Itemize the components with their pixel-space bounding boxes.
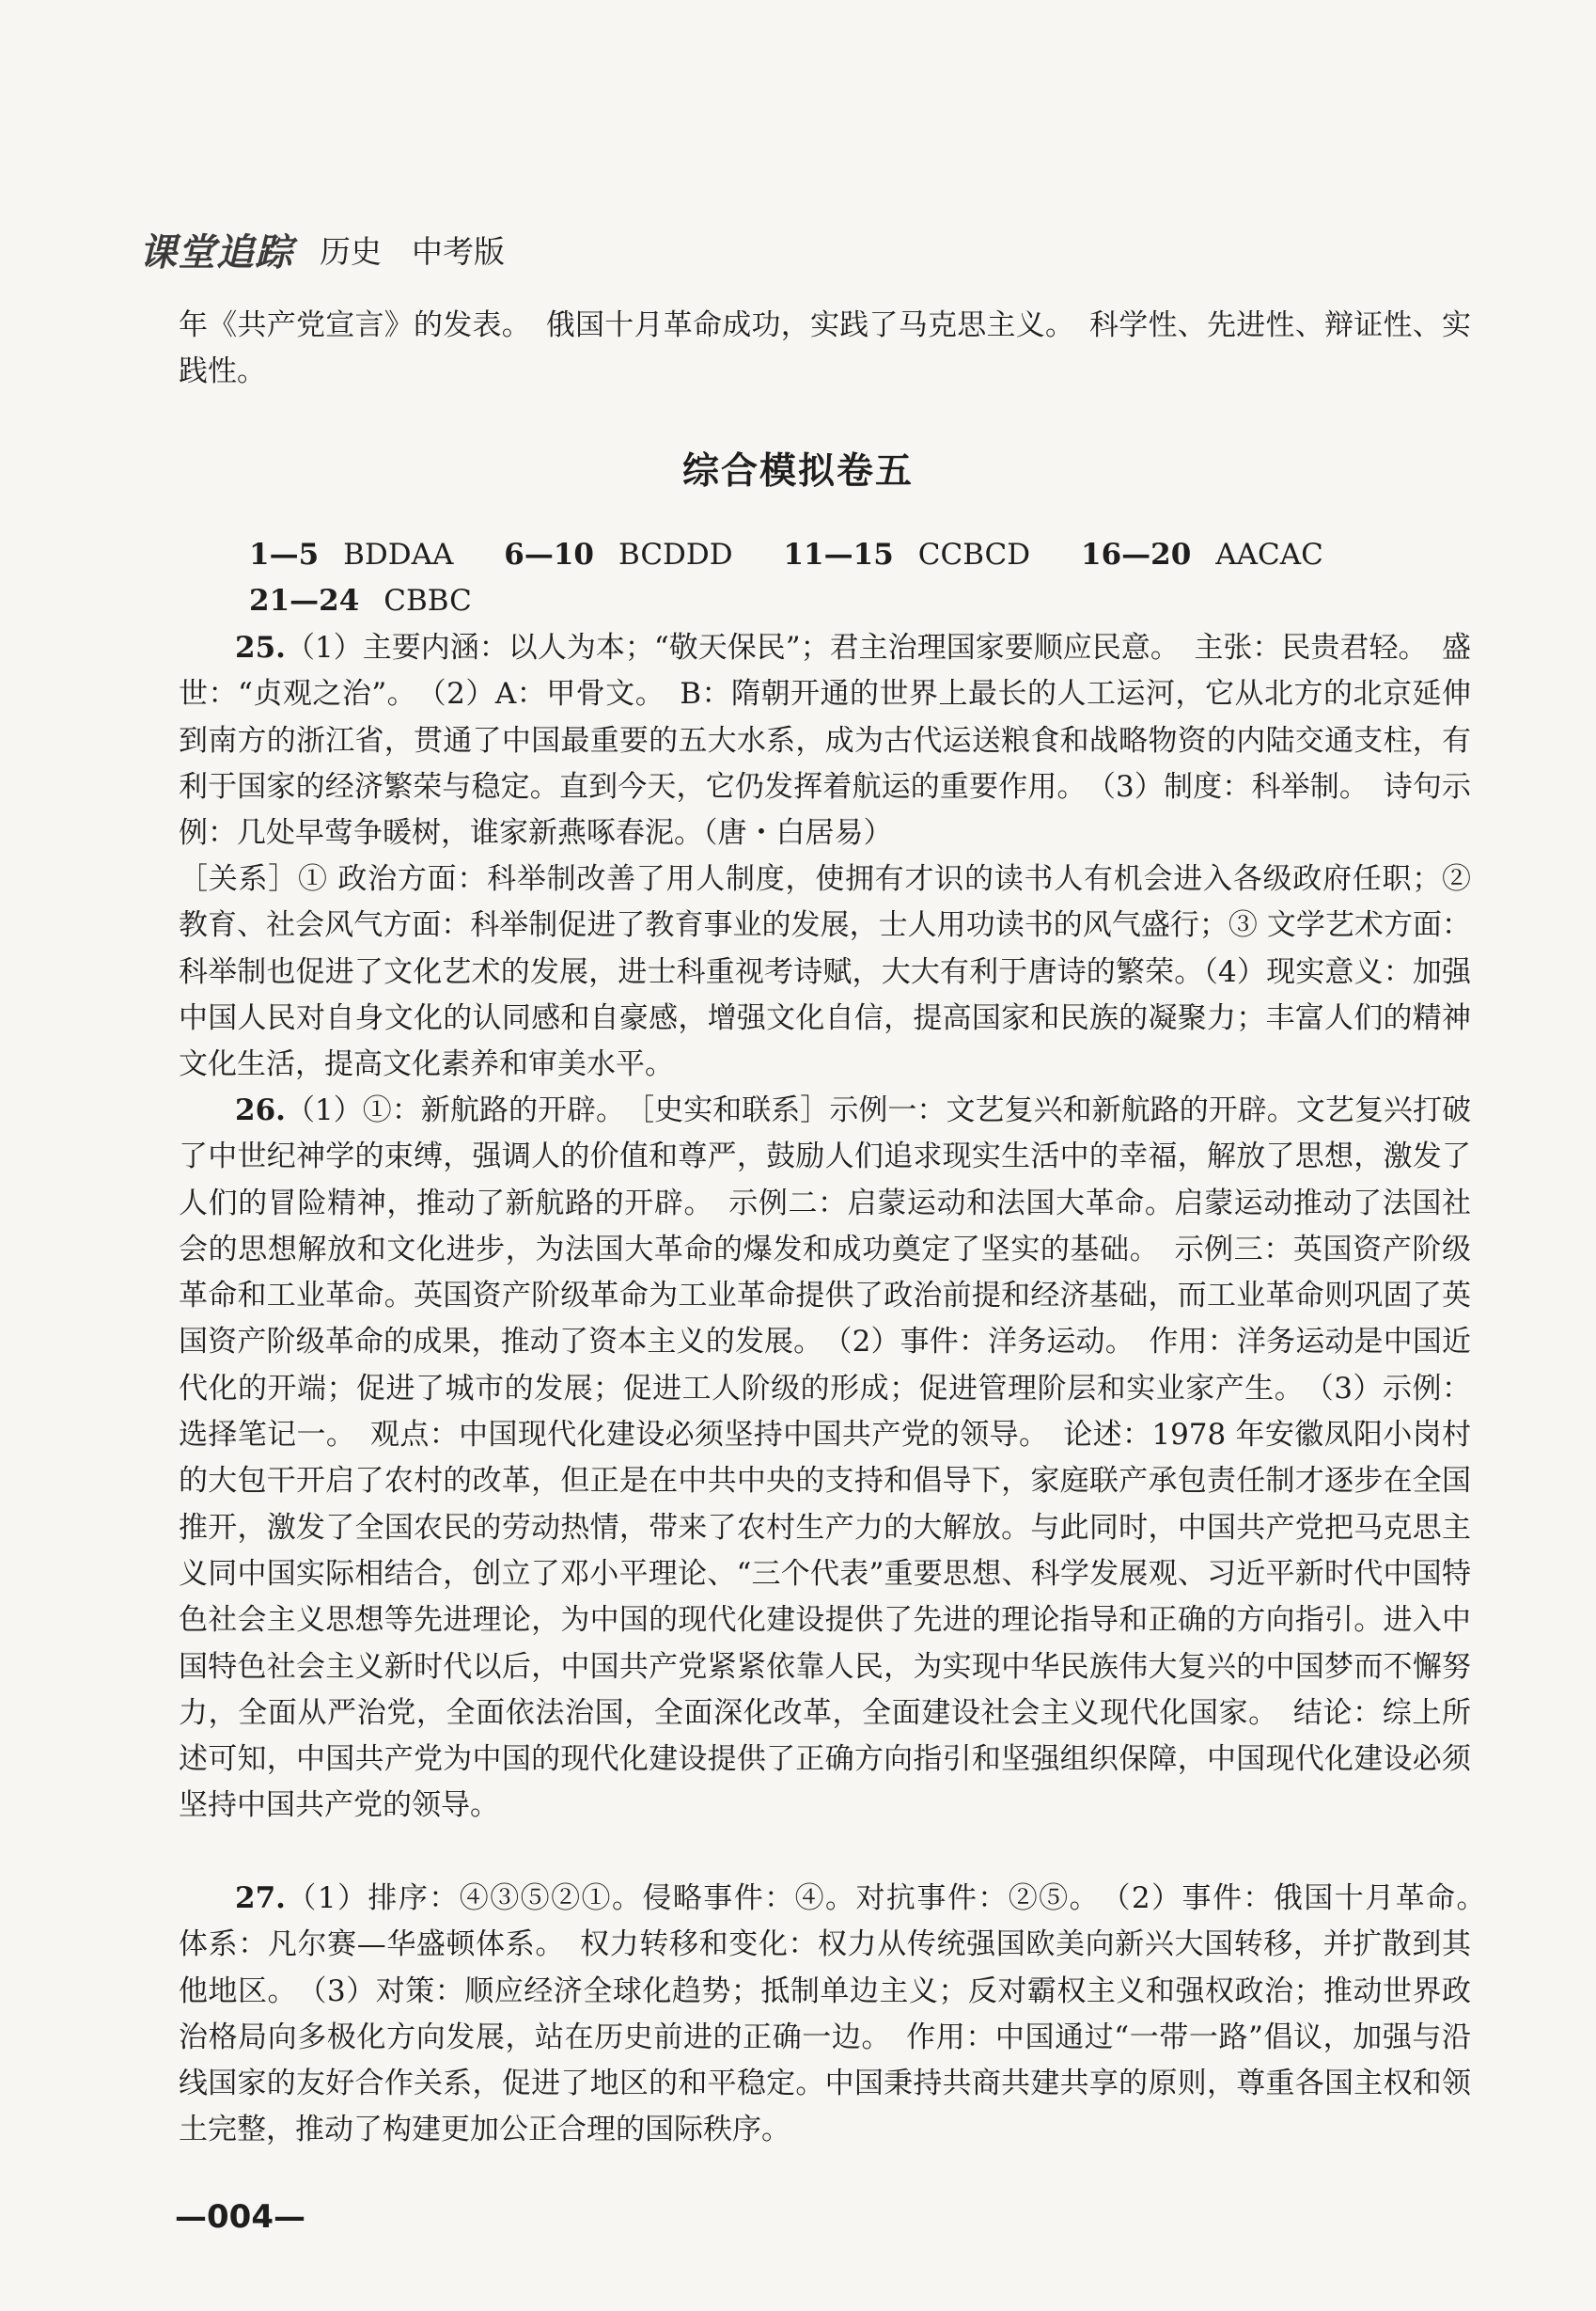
answer-letters: CBBC: [383, 584, 472, 618]
answer-letters: CCBCD: [917, 538, 1031, 572]
answer-range: 16—20: [1081, 538, 1192, 572]
section-title: 综合模拟卷五: [681, 450, 914, 493]
question-25: [179, 625, 1471, 857]
answer-letters: BDDAA: [343, 538, 454, 572]
question-25-continued: [179, 857, 1471, 1088]
question-number: 27.: [235, 1881, 286, 1915]
question-26: [179, 1088, 1471, 1830]
edition-label: 中考版: [412, 232, 505, 270]
answer-range: 21—24: [249, 584, 360, 618]
answer-range: 1—5: [249, 538, 320, 572]
page-number: —004—: [175, 2198, 305, 2236]
answer-key: [249, 532, 1323, 624]
subject-label: 历史: [320, 232, 382, 270]
question-27: [179, 1876, 1500, 2154]
book-logo: 课堂追踪: [139, 230, 293, 275]
question-number: 25.: [235, 631, 286, 665]
question-answer-text: ［关系］① 政治方面：科举制改善了用人制度，使拥有才识的读书人有机会进入各级政府任职；② 教育、社会风气方面：科举制促进了教育事业的发展，士人用功读书的风气盛行；③ 文学艺术方面：科举制也促进了文化艺术的发展，进士科重视考诗赋，大大有利于唐诗的繁荣。（4）现实意义：加强中国人民对自身文化的认同感和自豪感，增强文化自信，提高国家和民族的凝聚力；丰富人们的精神文化生活，提高文化素养和审美水平。: [179, 862, 1471, 1082]
page-header: [139, 226, 505, 273]
continuation-text: 年《共产党宣言》的发表。 俄国十月革命成功，实践了马克思主义。 科学性、先进性、辩证性、实践性。: [179, 308, 1471, 389]
answer-range: 11—15: [783, 538, 894, 572]
question-answer-text: （1）①：新航路的开辟。 ［史实和联系］示例一：文艺复兴和新航路的开辟。文艺复兴打破了中世纪神学的束缚，强调人的价值和尊严，鼓励人们追求现实生活中的幸福，解放了思想，激发了人们的冒险精神，推动了新航路的开辟。 示例二：启蒙运动和法国大革命。启蒙运动推动了法国社会的思想解放和文化进步，为法国大革命的爆发和成功奠定了坚实的基础。 示例三：英国资产阶级革命和工业革命。英国资产阶级革命为工业革命提供了政治前提和经济基础，而工业革命则巩固了英国资产阶级革命的成果，推动了资本主义的发展。 （2）事件：洋务运动。 作用：洋务运动是中国近代化的开端；促进了城市的发展；促进工人阶级的形成；促进管理阶层和实业家产生。 （3）示例：选择笔记一。 观点：中国现代化建设必须坚持中国共产党的领导。 论述：1978 年安徽凤阳小岗村的大包干开启了农村的改革，但正是在中共中央的支持和倡导下，家庭联产承包责任制才逐步在全国推开，激发了全国农民的劳动热情，带来了农村生产力的大解放。与此同时，中国共产党把马克思主义同中国实际相结合，创立了邓小平理论、“三个代表”重要思想、科学发展观、习近平新时代中国特色社会主义思想等先进理论，为中国的现代化建设提供了先进的理论指导和正确的方向指引。进入中国特色社会主义新时代以后，中国共产党紧紧依靠人民，为实现中华民族伟大复兴的中国梦而不懈努力，全面从严治党，全面依法治国，全面深化改革，全面建设社会主义现代化国家。 结论：综上所述可知，中国共产党为中国的现代化建设提供了正确方向指引和坚强组织保障，中国现代化建设必须坚持中国共产党的领导。: [179, 1093, 1471, 1823]
question-answer-text: （1）排序：④③⑤②①。侵略事件：④。对抗事件：②⑤。 （2）事件：俄国十月革命。 体系：凡尔赛—华盛顿体系。 权力转移和变化：权力从传统强国欧美向新兴大国转移，并扩散到其他地区。 （3）对策：顺应经济全球化趋势；抵制单边主义；反对霸权主义和强权政治；推动世界政治格局向多极化方向发展，站在历史前进的正确一边。 作用：中国通过“一带一路”倡议，加强与沿线国家的友好合作关系，促进了地区的和平稳定。中国秉持共商共建共享的原则，尊重各国主权和领土完整，推动了构建更加公正合理的国际秩序。: [179, 1881, 1500, 2147]
answer-range: 6—10: [504, 538, 594, 572]
answer-row-1: [249, 532, 1323, 578]
answer-letters: AACAC: [1215, 538, 1323, 572]
answer-letters: BCDDD: [618, 538, 733, 572]
answer-row-2: [249, 578, 1323, 624]
question-number: 26.: [235, 1093, 286, 1127]
question-answer-text: （1）主要内涵：以人为本；“敬天保民”；君主治理国家要顺应民意。 主张：民贵君轻。 盛世：“贞观之治”。 （2）A：甲骨文。 B：隋朝开通的世界上最长的人工运河，它从北方的北京延伸到南方的浙江省，贯通了中国最重要的五大水系，成为古代运送粮食和战略物资的内陆交通支柱，有利于国家的经济繁荣与稳定。直到今天，它仍发挥着航运的重要作用。 （3）制度：科举制。 诗句示例：几处早莺争暖树，谁家新燕啄春泥。（唐・白居易）: [179, 631, 1471, 851]
